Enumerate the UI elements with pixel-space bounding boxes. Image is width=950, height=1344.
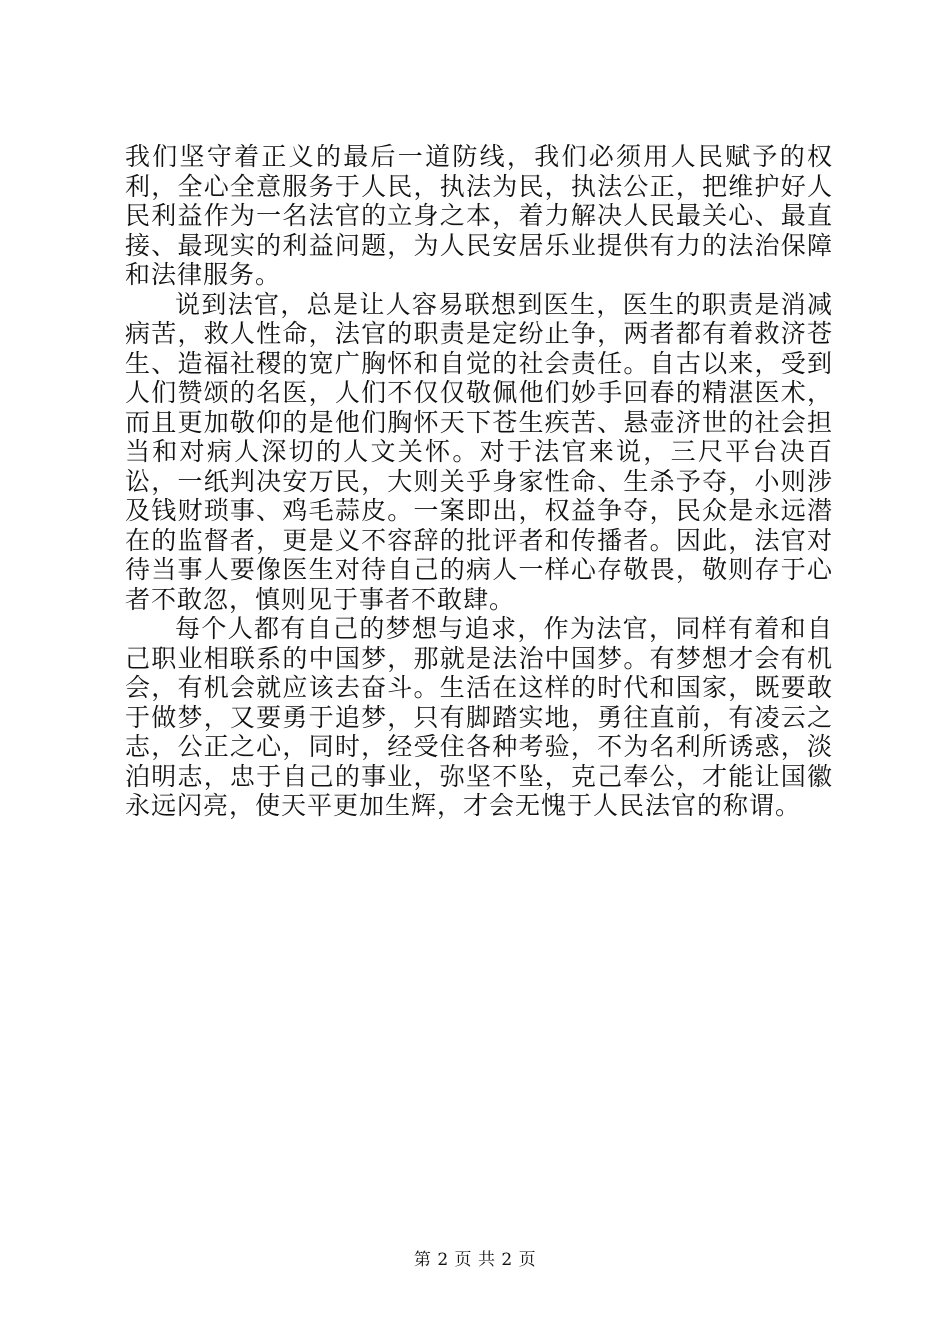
paragraph-3: 每个人都有自己的梦想与追求，作为法官，同样有着和自己职业相联系的中国梦，那就是法治中国梦。有梦想才会有机会，有机会就应该去奋斗。生活在这样的时代和国家，既要敢于做梦，又要勇于追梦，只有脚踏实地，勇往直前，有凌云之志，公正之心，同时，经受住各种考验，不为名利所诱惑，淡泊明志，忠于自己的事业，弥坚不坠，克己奉公，才能让国徽永远闪亮，使天平更加生辉，才会无愧于人民法官的称谓。 bbox=[125, 614, 833, 820]
page-footer: 第 2 页 共 2 页 bbox=[413, 1250, 537, 1270]
document-body bbox=[125, 142, 833, 821]
paragraph-2: 说到法官，总是让人容易联想到医生，医生的职责是消减病苦，救人性命，法官的职责是定纷止争，两者都有着救济苍生、造福社稷的宽广胸怀和自觉的社会责任。自古以来，受到人们赞颂的名医，人们不仅仅敬佩他们妙手回春的精湛医术，而且更加敬仰的是他们胸怀天下苍生疾苦、悬壶济世的社会担当和对病人深切的人文关怀。对于法官来说，三尺平台决百讼，一纸判决安万民，大则关乎身家性命、生杀予夺，小则涉及钱财琐事、鸡毛蒜皮。一案即出，权益争夺，民众是永远潜在的监督者，更是义不容辞的批评者和传播者。因此，法官对待当事人要像医生对待自己的病人一样心存敬畏，敬则存于心者不敢忽，慎则见于事者不敢肆。 bbox=[125, 289, 833, 614]
paragraph-1: 我们坚守着正义的最后一道防线，我们必须用人民赋予的权利，全心全意服务于人民，执法为民，执法公正，把维护好人民利益作为一名法官的立身之本，着力解决人民最关心、最直接、最现实的利益问题，为人民安居乐业提供有力的法治保障和法律服务。 bbox=[125, 142, 833, 289]
